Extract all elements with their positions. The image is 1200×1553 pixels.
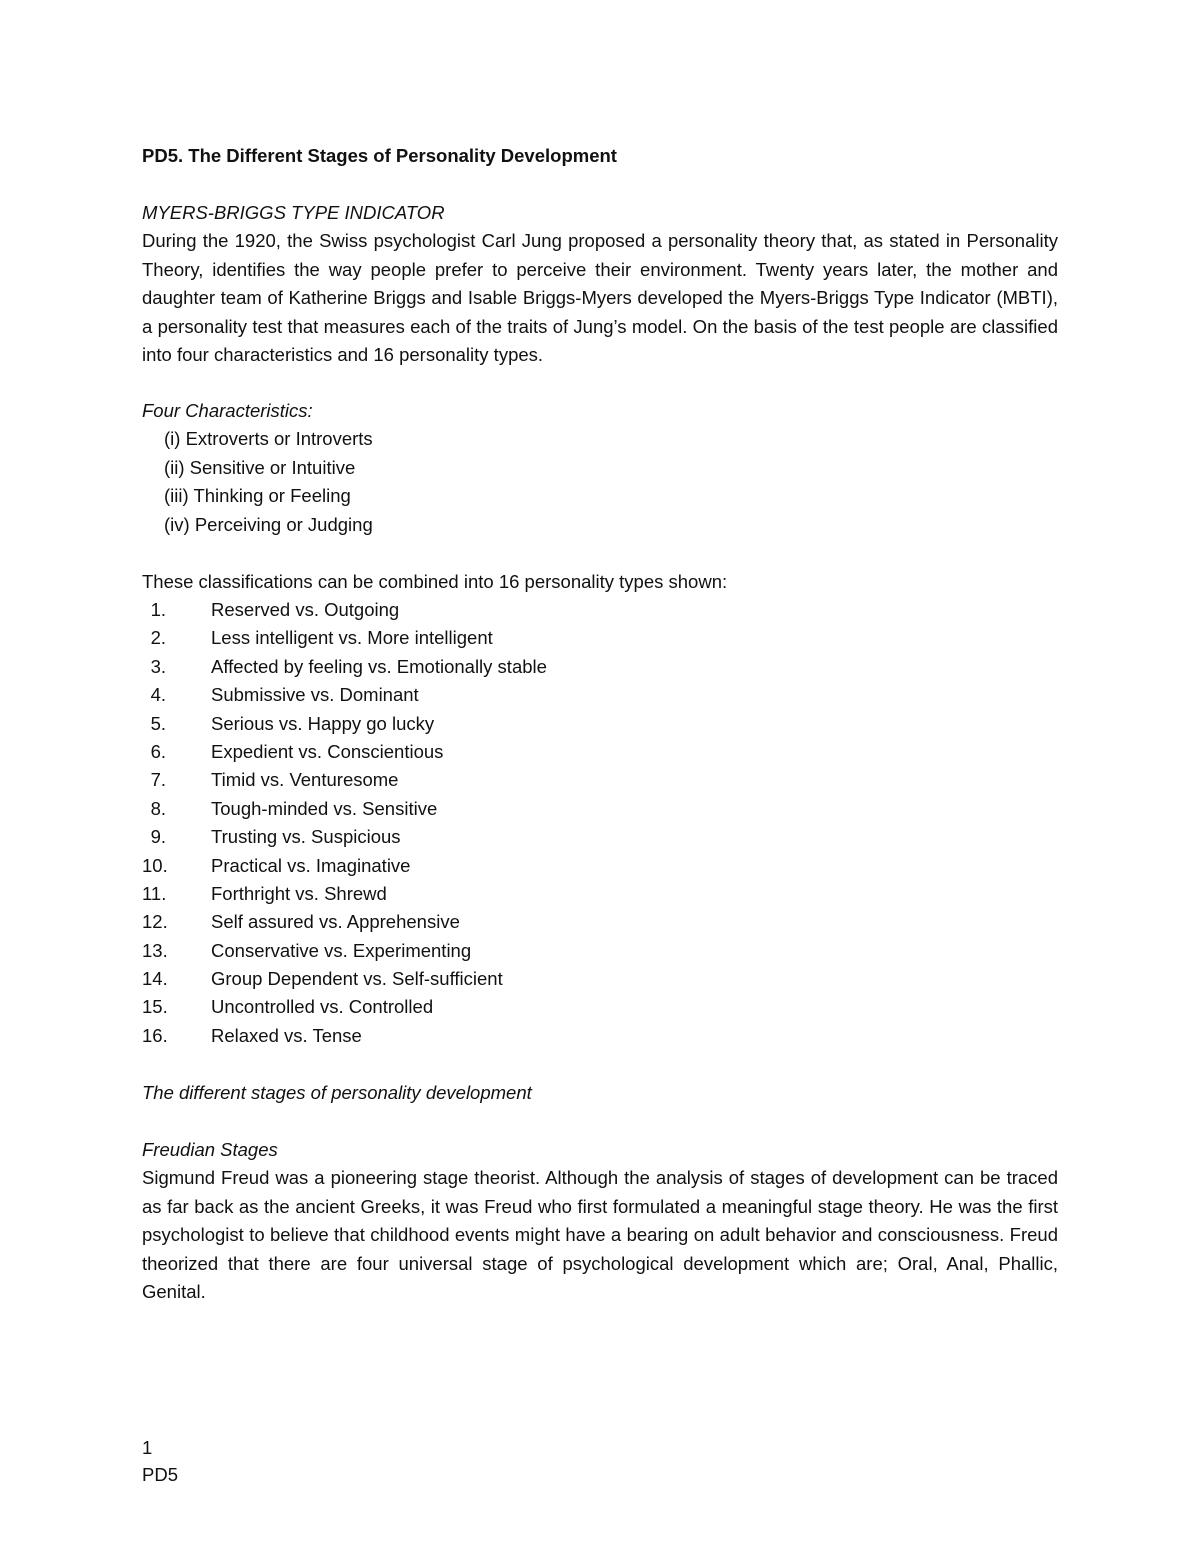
list-text: Reserved vs. Outgoing	[211, 599, 400, 620]
list-text: Group Dependent vs. Self-sufficient	[211, 968, 503, 990]
list-text: Practical vs. Imaginative	[211, 854, 411, 876]
list-item	[142, 653, 547, 681]
list-number: 8.	[150, 797, 166, 819]
characteristic-item: (iii) Thinking or Feeling	[164, 485, 351, 507]
list-number: 5.	[150, 712, 166, 734]
list-number: 9.	[150, 826, 166, 848]
personality-types-list	[142, 596, 547, 1050]
list-item	[142, 823, 547, 851]
mbti-paragraph-block	[142, 227, 1058, 370]
list-item	[142, 965, 547, 993]
footer-code: PD5	[142, 1464, 178, 1485]
list-item	[142, 624, 547, 652]
list-number: 1.	[150, 599, 166, 620]
list-item	[142, 681, 547, 709]
list-number: 12.	[142, 911, 168, 933]
list-number: 6.	[150, 740, 166, 762]
list-number: 13.	[142, 939, 168, 961]
mbti-heading: MYERS-BRIGGS TYPE INDICATOR	[142, 202, 445, 223]
characteristic-item: (i) Extroverts or Introverts	[164, 428, 373, 449]
list-text: Less intelligent vs. More intelligent	[211, 627, 493, 649]
characteristic-item: (ii) Sensitive or Intuitive	[164, 456, 356, 478]
list-item	[142, 596, 547, 624]
list-item	[142, 710, 547, 738]
list-number: 15.	[142, 996, 168, 1018]
list-item	[142, 908, 547, 936]
list-text: Uncontrolled vs. Controlled	[211, 996, 434, 1018]
list-text: Self assured vs. Apprehensive	[211, 911, 460, 933]
mbti-paragraph: During the 1920, the Swiss psychologist Carl Jung proposed a personality theory that, as stated in Personality Theory, identifies the way people prefer to perceive their environment. Twenty years later, the mother and daughter team of Katherine Briggs and Isable Briggs-Myers developed the Myers-Briggs Type Indicator (MBTI), a personality test that measures each of the traits of Jung’s model. On the basis of the test people are classified into four characteristics and 16 personality types.	[142, 230, 1058, 365]
list-text: Relaxed vs. Tense	[211, 1024, 362, 1046]
list-number: 2.	[150, 627, 166, 649]
characteristic-item: (iv) Perceiving or Judging	[164, 514, 373, 536]
types-intro: These classifications can be combined into 16 personality types shown:	[142, 571, 728, 592]
list-number: 4.	[150, 684, 166, 706]
list-text: Submissive vs. Dominant	[211, 684, 419, 706]
list-text: Affected by feeling vs. Emotionally stable	[211, 655, 547, 677]
list-number: 16.	[142, 1024, 168, 1046]
list-item	[142, 993, 547, 1021]
list-text: Tough-minded vs. Sensitive	[211, 797, 438, 819]
characteristics-list	[164, 425, 373, 540]
list-number: 14.	[142, 968, 168, 990]
list-number: 7.	[150, 769, 166, 791]
list-item	[142, 937, 547, 965]
list-text: Conservative vs. Experimenting	[211, 939, 472, 961]
freudian-heading: Freudian Stages	[142, 1139, 278, 1160]
list-text: Trusting vs. Suspicious	[211, 826, 401, 848]
characteristics-heading: Four Characteristics:	[142, 400, 313, 421]
list-item	[142, 766, 547, 794]
list-number: 10.	[142, 854, 168, 876]
list-text: Forthright vs. Shrewd	[211, 882, 387, 904]
freudian-paragraph-block	[142, 1164, 1058, 1307]
list-item	[142, 795, 547, 823]
list-number: 3.	[150, 655, 166, 677]
page-number: 1	[142, 1437, 153, 1458]
stages-heading: The different stages of personality development	[142, 1082, 532, 1103]
list-text: Expedient vs. Conscientious	[211, 740, 444, 762]
document-title: PD5. The Different Stages of Personality Development	[142, 145, 617, 166]
list-number: 11.	[142, 882, 167, 904]
list-text: Timid vs. Venturesome	[211, 769, 399, 791]
list-text: Serious vs. Happy go lucky	[211, 712, 435, 734]
list-item	[142, 1022, 547, 1050]
list-item	[142, 738, 547, 766]
list-item	[142, 852, 547, 880]
list-item	[142, 880, 547, 908]
freudian-paragraph: Sigmund Freud was a pioneering stage theorist. Although the analysis of stages of development can be traced as far back as the ancient Greeks, it was Freud who first formulated a meaningful stage theory. He was the first psychologist to believe that childhood events might have a bearing on adult behavior and consciousness. Freud theorized that there are four universal stage of psychological development which are; Oral, Anal, Phallic, Genital.	[142, 1167, 1058, 1302]
